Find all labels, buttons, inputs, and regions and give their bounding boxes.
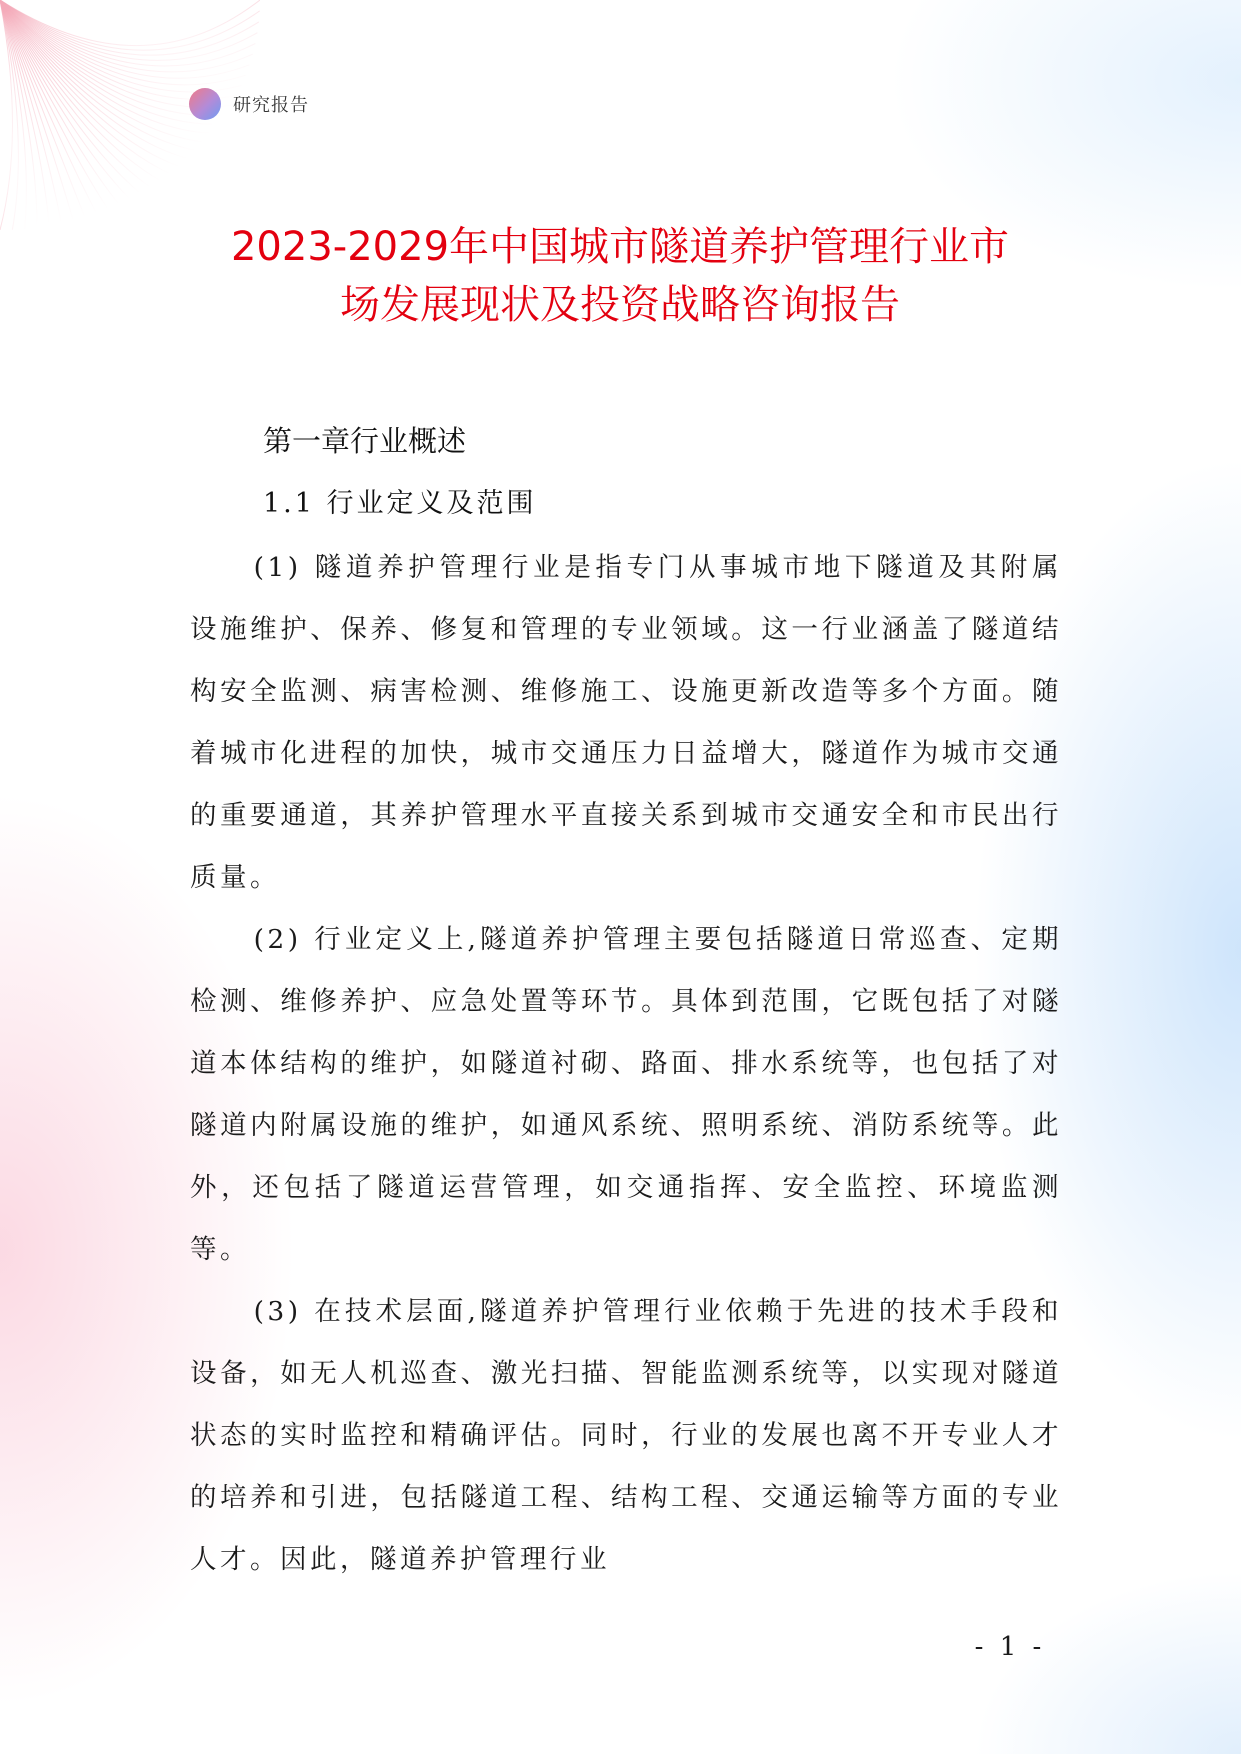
page-number: - 1 - [974,1632,1046,1662]
body-text [190,537,1062,1591]
body-paragraph: (1) 隧道养护管理行业是指专门从事城市地下隧道及其附属设施维护、保养、修复和管理的专业领域。这一行业涵盖了隧道结构安全监测、病害检测、维修施工、设施更新改造等多个方面。随着城市化进程的加快，城市交通压力日益增大，隧道作为城市交通的重要通道，其养护管理水平直接关系到城市交通安全和市民出行质量。 [190,552,1062,893]
report-title-line-1: 2023-2029年中国城市隧道养护管理行业市 [230,224,1010,270]
report-logo-dot [189,88,221,120]
report-header [189,88,309,120]
body-paragraph: (2) 行业定义上,隧道养护管理主要包括隧道日常巡查、定期检测、维修养护、应急处置等环节。具体到范围，它既包括了对隧道本体结构的维护，如隧道衬砌、路面、排水系统等，也包括了对隧道内附属设施的维护，如通风系统、照明系统、消防系统等。此外，还包括了隧道运营管理，如交通指挥、安全监控、环境监测等。 [190,924,1062,1265]
section-heading: 1.1 行业定义及范围 [263,488,537,519]
body-paragraph: (3) 在技术层面,隧道养护管理行业依赖于先进的技术手段和设备，如无人机巡查、激光扫描、智能监测系统等，以实现对隧道状态的实时监控和精确评估。同时，行业的发展也离不开专业人才的培养和引进，包括隧道工程、结构工程、交通运输等方面的专业人才。因此，隧道养护管理行业 [190,1296,1062,1575]
chapter-heading: 第一章行业概述 [263,424,467,458]
report-title [150,218,1090,334]
report-type-label: 研究报告 [233,95,309,116]
report-title-line-2: 场发展现状及投资战略咨询报告 [340,282,900,328]
